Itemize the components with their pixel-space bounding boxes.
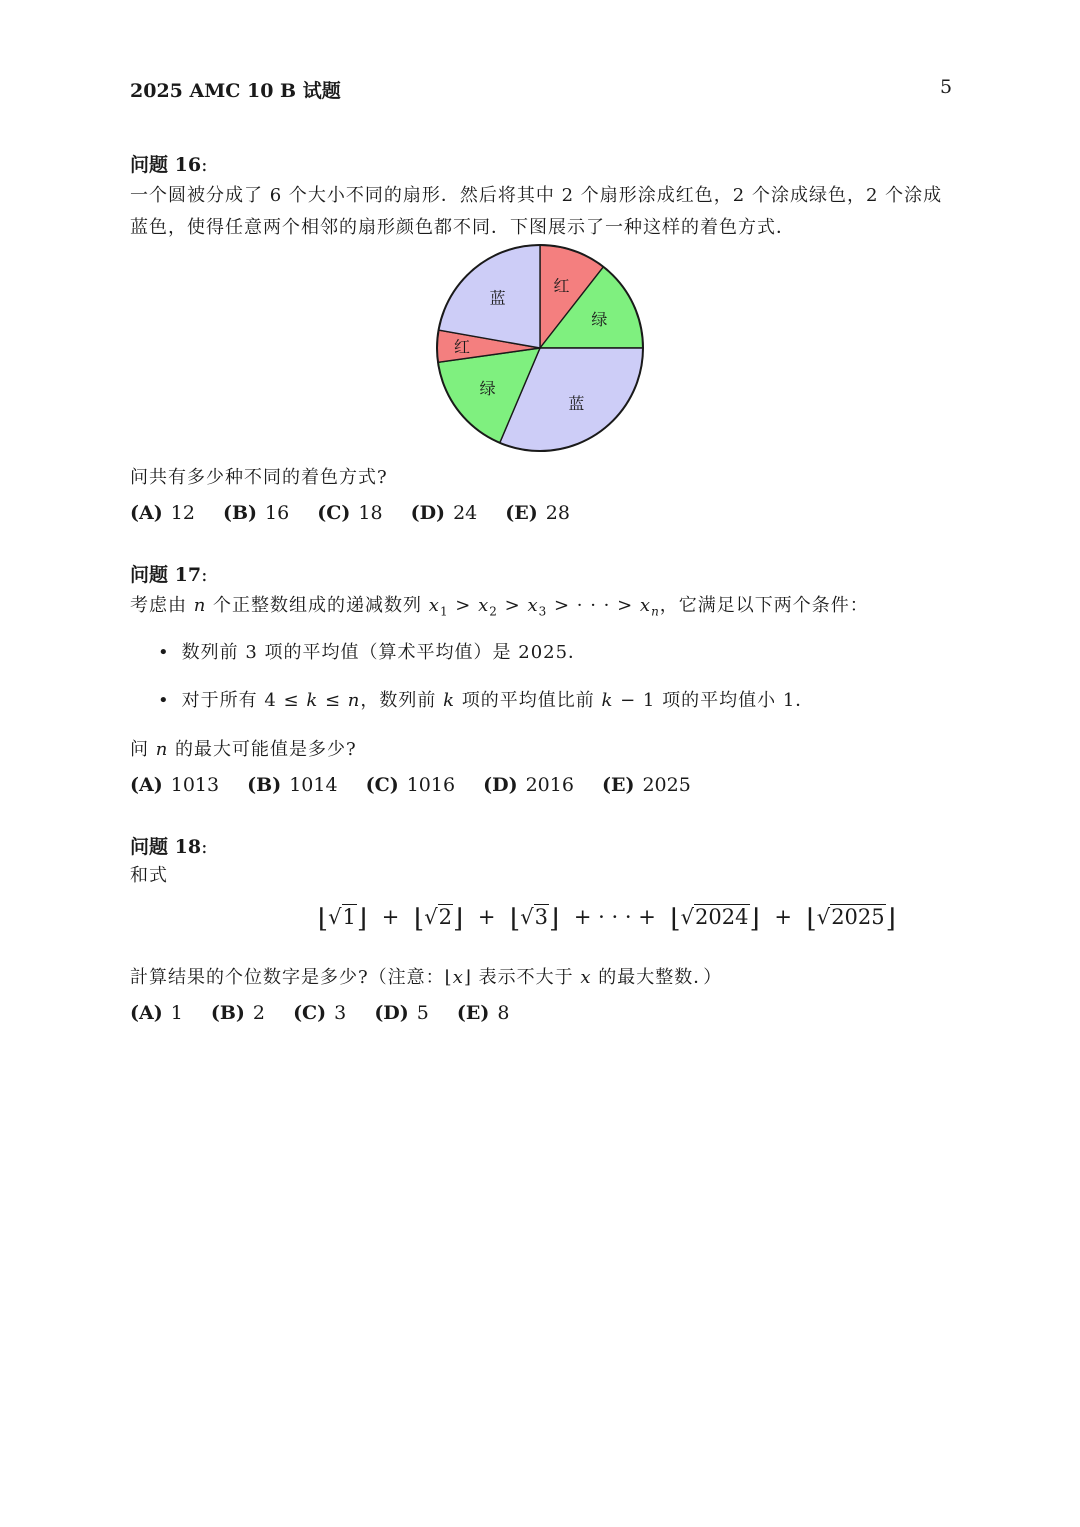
bullet-icon: •: [158, 690, 170, 711]
pie-sector-label-1: 绿: [591, 310, 608, 330]
choice-a[interactable]: [130, 774, 219, 796]
problem-16-line-2: 蓝色，使得任意两个相邻的扇形颜色都不同．下图展示了一种这样的着色方式．: [130, 217, 795, 238]
problem-16-line-1: 一个圆被分成了 6 个大小不同的扇形．然后将其中 2 个扇形涂成红色，2 个涂成绿色，2 个涂成: [130, 185, 943, 206]
problem-18-question: [130, 962, 960, 994]
floor-left-bracket: ⌊: [414, 904, 425, 934]
choice-letter: (B): [222, 502, 258, 524]
choice-value: 2016: [525, 774, 574, 796]
operator: >: [497, 595, 528, 616]
problem-17-condition-2: [158, 686, 814, 712]
pie-sector-label-0: 红: [553, 276, 570, 296]
choice-value: 1013: [170, 774, 220, 796]
choice-c[interactable]: [317, 502, 382, 524]
problem-18-title: [130, 832, 207, 859]
choice-value: 2025: [642, 774, 691, 796]
math-var: x: [580, 967, 592, 988]
problem-18-colon: :: [201, 836, 208, 858]
choice-letter: (E): [505, 502, 538, 524]
choice-c[interactable]: [293, 1002, 346, 1024]
math-var: x: [452, 967, 464, 988]
problem-16-colon: :: [201, 154, 208, 176]
math-var: n: [347, 690, 361, 711]
choice-value: 2: [252, 1002, 266, 1024]
choice-letter: (C): [293, 1002, 327, 1024]
plus-operator: +: [774, 905, 792, 929]
text: 的最大可能值是多少?: [168, 739, 357, 760]
coloring-pie-figure: [432, 240, 648, 456]
bullet-icon: •: [158, 642, 170, 663]
floor-sqrt-sum-formula: ⌊√1⌋ + ⌊√2⌋ + ⌊√3⌋ + · · · + ⌊√2024⌋ + ⌊√2025⌋: [318, 904, 896, 934]
choice-value: 28: [545, 502, 570, 524]
ellipsis-operator: + · · · +: [573, 905, 656, 929]
text: 对于所有 4 ≤: [181, 690, 307, 711]
choice-value: 12: [170, 502, 195, 524]
text: 数列前 3 项的平均值（算术平均值）是 2025．: [181, 642, 588, 663]
choice-b[interactable]: [223, 502, 289, 524]
problem-16-question: 问共有多少种不同的着色方式?: [130, 467, 388, 488]
floor-left-bracket: ⌊: [670, 904, 681, 934]
text: ≤: [318, 690, 348, 711]
pie-sector-label-3: 绿: [479, 379, 496, 399]
floor-right-bracket: ⌋: [549, 904, 560, 934]
pie-sector-label-4: 红: [454, 337, 471, 357]
problem-17-title: [130, 560, 207, 587]
problem-16-statement: [130, 180, 960, 244]
text: 計算结果的个位数字是多少?（注意：: [130, 967, 445, 988]
text: 问: [130, 739, 156, 760]
choice-letter: (D): [483, 774, 518, 796]
plus-operator: +: [477, 905, 496, 929]
problem-17-condition-1: [158, 638, 587, 664]
pie-sector-label-5: 蓝: [489, 288, 506, 308]
problem-17-title-text: 问题 17: [130, 564, 202, 586]
floor-right-bracket: ⌋: [749, 904, 760, 934]
header-title: 2025 AMC 10 B 试题: [130, 80, 341, 102]
math-var: k: [443, 690, 456, 711]
floor-left-bracket: ⌊: [806, 904, 817, 934]
problem-18-choices: [130, 1002, 531, 1024]
radicand: 2: [438, 905, 452, 929]
math-var: n: [193, 595, 207, 616]
floor-left-bracket: ⌊: [444, 967, 453, 988]
subscript: 3: [538, 604, 548, 619]
operator: >: [448, 595, 479, 616]
choice-value: 16: [265, 502, 290, 524]
choice-letter: (D): [410, 502, 446, 524]
floor-right-bracket: ⌋: [885, 904, 896, 934]
choice-letter: (A): [130, 774, 163, 796]
choice-a[interactable]: [130, 1002, 183, 1024]
plus-operator: +: [381, 905, 400, 929]
choice-a[interactable]: [130, 502, 195, 524]
subscript: 1: [439, 604, 449, 619]
choice-c[interactable]: [366, 774, 455, 796]
pie-sector-label-2: 蓝: [568, 394, 585, 414]
choice-letter: (A): [130, 1002, 163, 1024]
radicand: 1: [342, 905, 356, 929]
choice-letter: (B): [210, 1002, 245, 1024]
choice-letter: (D): [374, 1002, 409, 1024]
choice-d[interactable]: [411, 502, 478, 524]
floor-right-bracket: ⌋: [452, 904, 464, 934]
math-var: k: [601, 690, 614, 711]
text: ，数列前: [360, 690, 444, 711]
text: 项的平均值比前: [455, 690, 602, 711]
text: 的最大整数．）: [591, 967, 723, 988]
operator: > · · · >: [547, 595, 640, 616]
problem-18-intro: 和式: [130, 865, 168, 886]
floor-right-bracket: ⌋: [463, 967, 472, 988]
choice-value: 1: [170, 1002, 183, 1024]
choice-value: 5: [416, 1002, 429, 1024]
choice-letter: (A): [130, 502, 163, 524]
problem-17-question: [130, 734, 960, 766]
radicand: 3: [534, 905, 549, 929]
choice-b[interactable]: [247, 774, 337, 796]
subscript: n: [651, 604, 660, 619]
choice-letter: (E): [456, 1002, 490, 1024]
choice-letter: (B): [247, 774, 282, 796]
floor-left-bracket: ⌊: [318, 904, 329, 934]
math-var: x: [478, 595, 490, 616]
problem-17-colon: :: [201, 564, 208, 586]
choice-value: 1014: [289, 774, 338, 796]
choice-e[interactable]: [505, 502, 570, 524]
problem-16-choices: [130, 502, 592, 524]
problem-17-choices: [130, 774, 713, 796]
problem-18-title-text: 问题 18: [130, 836, 202, 858]
choice-b[interactable]: [211, 1002, 265, 1024]
page-number: 5: [940, 76, 953, 98]
math-var: x: [428, 595, 440, 616]
choice-letter: (C): [365, 774, 399, 796]
choice-value: 8: [497, 1002, 510, 1024]
text: 个正整数组成的递减数列: [206, 595, 429, 616]
text: ，它满足以下两个条件：: [659, 595, 869, 616]
math-var: x: [527, 595, 539, 616]
math-var: n: [155, 739, 169, 760]
problem-16-title: [130, 150, 207, 177]
floor-left-bracket: ⌊: [510, 904, 521, 934]
math-var: k: [306, 690, 319, 711]
floor-right-bracket: ⌋: [356, 904, 368, 934]
choice-value: 3: [334, 1002, 347, 1024]
choice-value: 24: [453, 502, 478, 524]
choice-d[interactable]: [483, 774, 574, 796]
problem-16-title-text: 问题 16: [130, 154, 202, 176]
choice-e[interactable]: [457, 1002, 510, 1024]
choice-e[interactable]: [602, 774, 691, 796]
subscript: 2: [489, 604, 498, 619]
radicand: 2025: [831, 905, 885, 929]
text: 考虑由: [130, 595, 194, 616]
text: − 1 项的平均值小 1．: [613, 690, 815, 711]
radicand: 2024: [695, 905, 749, 929]
choice-value: 1016: [406, 774, 456, 796]
choice-letter: (E): [601, 774, 635, 796]
text: 表示不大于: [471, 967, 581, 988]
problem-17-statement: [130, 590, 960, 628]
choice-letter: (C): [317, 502, 351, 524]
choice-d[interactable]: [374, 1002, 429, 1024]
choice-value: 18: [358, 502, 383, 524]
math-var: x: [639, 595, 652, 616]
